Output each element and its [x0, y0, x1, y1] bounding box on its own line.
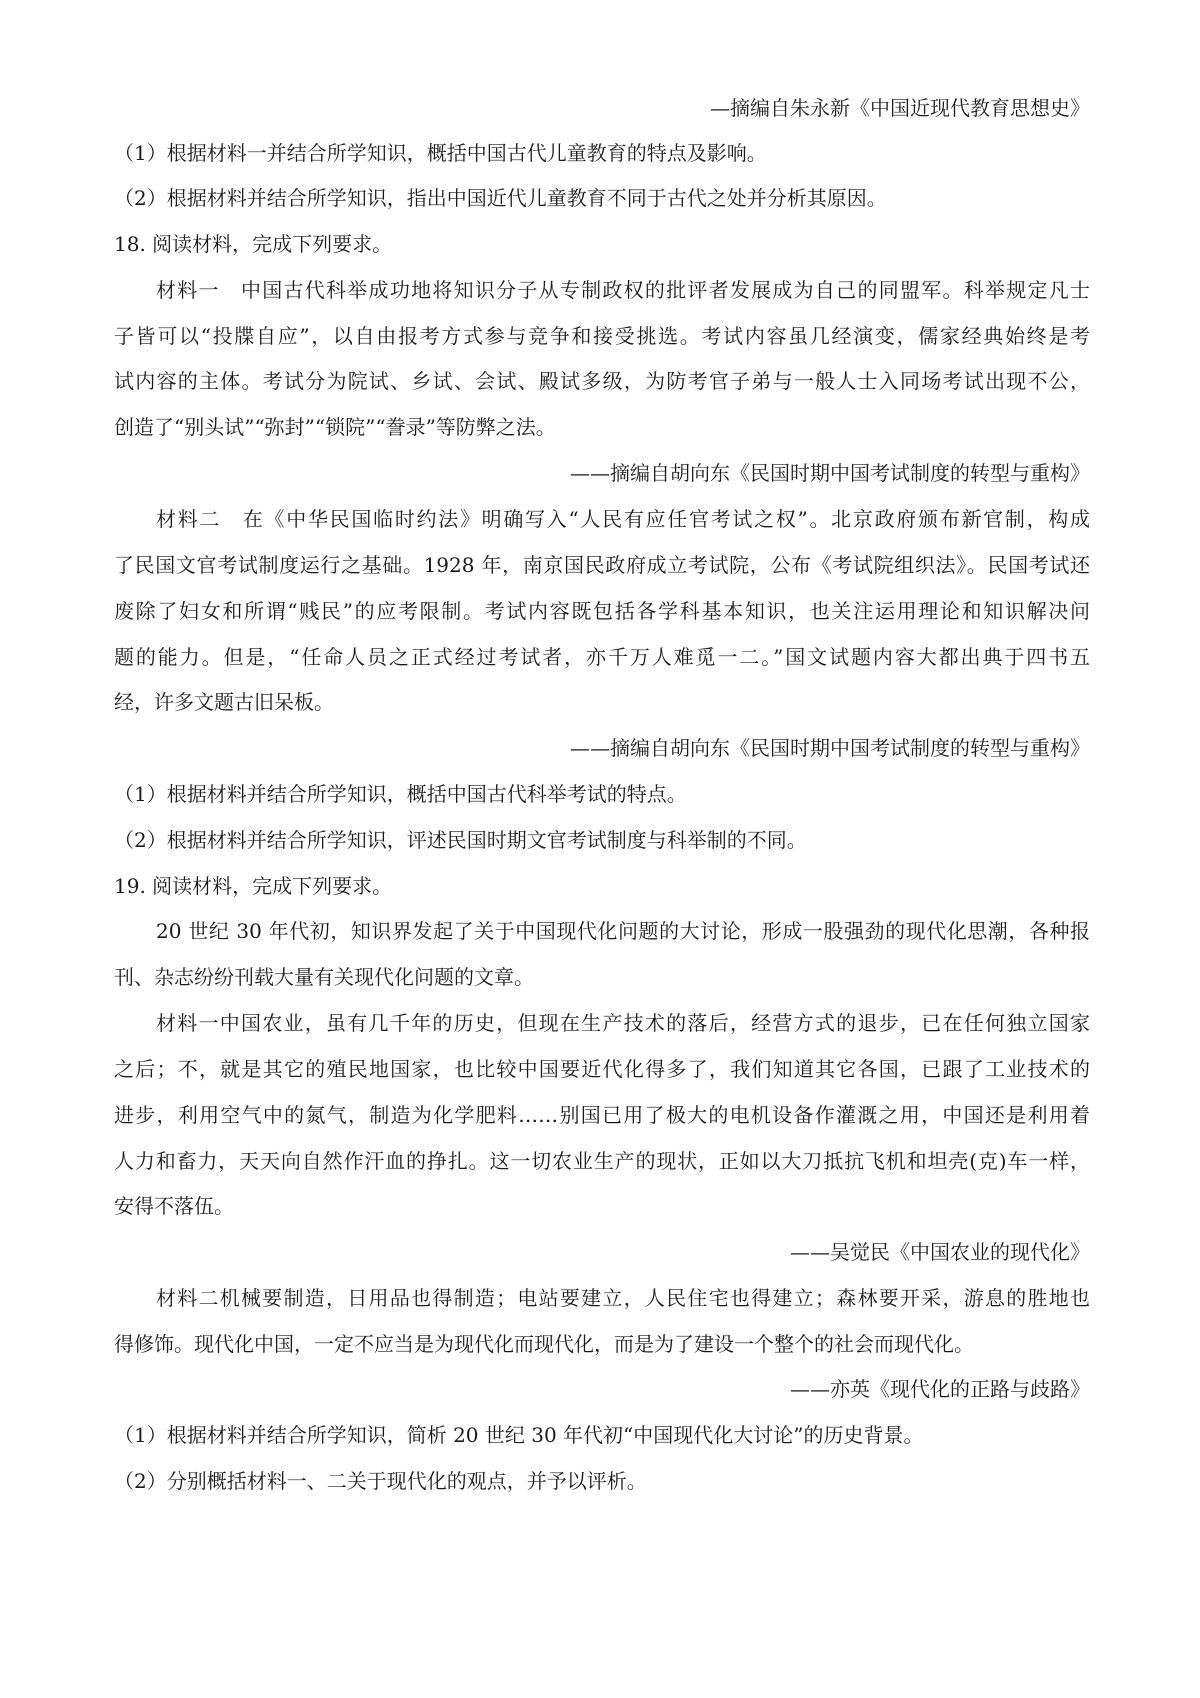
q18-material2-line: 经，许多文题古旧呆板。 — [114, 690, 334, 714]
q19-heading: 19. 阅读材料，完成下列要求。 — [114, 874, 393, 898]
q19-material2-line: 得修饰。现代化中国，一定不应当是为现代化而现代化，而是为了建设一个整个的社会而现代化。 — [114, 1332, 974, 1356]
q18-material2-source: ——摘编自胡向东《民国时期中国考试制度的转型与重构》 — [570, 736, 1090, 760]
q19-subquestion-2: （2）分别概括材料一、二关于现代化的观点，并予以评析。 — [114, 1469, 647, 1493]
q18-material1-line: 材料一 中国古代科举成功地将知识分子从专制政权的批评者发展成为自己的同盟军。科举规定凡士 — [156, 278, 1090, 302]
q19-material1-source: ——吴觉民《中国农业的现代化》 — [790, 1240, 1090, 1264]
q19-intro-line: 20 世纪 30 年代初，知识界发起了关于中国现代化问题的大讨论，形成一股强劲的现代化思潮，各种报 — [156, 919, 1090, 943]
q18-material2-line: 题的能力。但是，“任命人员之正式经过考试者，亦千万人难觅一二。”国文试题内容大都出典于四书五 — [114, 645, 1090, 669]
q18-material1-line: 创造了“别头试”“弥封”“锁院”“誊录”等防弊之法。 — [114, 415, 556, 439]
q19-material1-line: 人力和畜力，天天向自然作汗血的挣扎。这一切农业生产的现状，正如以大刀抵抗飞机和坦壳(克)车一样， — [114, 1149, 1090, 1173]
q19-subquestion-1: （1）根据材料并结合所学知识，简析 20 世纪 30 年代初“中国现代化大讨论”的历史背景。 — [114, 1423, 924, 1447]
q18-material1-source: ——摘编自胡向东《民国时期中国考试制度的转型与重构》 — [570, 461, 1090, 485]
q17-source: —摘编自朱永新《中国近现代教育思想史》 — [710, 96, 1090, 120]
q18-material1-line: 试内容的主体。考试分为院试、乡试、会试、殿试多级，为防考官子弟与一般人士入同场考试出现不公， — [114, 369, 1090, 393]
q19-intro-line: 刊、杂志纷纷刊载大量有关现代化问题的文章。 — [114, 965, 534, 989]
q19-material1-line: 安得不落伍。 — [114, 1194, 234, 1218]
q18-material2-line: 材料二 在《中华民国临时约法》明确写入“人民有应任官考试之权”。北京政府颁布新官制，构成 — [156, 507, 1090, 531]
q18-material2-line: 废除了妇女和所谓“贱民”的应考限制。考试内容既包括各学科基本知识，也关注运用理论和知识解决问 — [114, 599, 1090, 623]
q18-subquestion-2: （2）根据材料并结合所学知识，评述民国时期文官考试制度与科举制的不同。 — [114, 828, 807, 852]
q17-subquestion-1: （1）根据材料一并结合所学知识，概括中国古代儿童教育的特点及影响。 — [114, 141, 767, 165]
q19-material2-source: ——亦英《现代化的正路与歧路》 — [790, 1377, 1090, 1401]
q18-subquestion-1: （1）根据材料并结合所学知识，概括中国古代科举考试的特点。 — [114, 782, 687, 806]
q19-material1-line: 材料一中国农业，虽有几千年的历史，但现在生产技术的落后，经营方式的退步，已在任何独立国家 — [156, 1011, 1090, 1035]
q18-material1-line: 子皆可以“投牒自应”，以自由报考方式参与竞争和接受挑选。考试内容虽几经演变，儒家经典始终是考 — [114, 324, 1090, 348]
q18-material2-line: 了民国文官考试制度运行之基础。1928 年，南京国民政府成立考试院，公布《考试院组织法》。民国考试还 — [114, 553, 1090, 577]
q18-heading: 18. 阅读材料，完成下列要求。 — [114, 232, 393, 256]
q19-material1-line: 之后；不，就是其它的殖民地国家，也比较中国要近代化得多了，我们知道其它各国，已跟了工业技术的 — [114, 1057, 1090, 1081]
q19-material1-line: 进步，利用空气中的氮气，制造为化学肥料……别国已用了极大的电机设备作灌溉之用，中国还是利用着 — [114, 1103, 1090, 1127]
q19-material2-line: 材料二机械要制造，日用品也得制造；电站要建立，人民住宅也得建立；森林要开采，游息的胜地也 — [156, 1286, 1090, 1310]
q17-subquestion-2: （2）根据材料并结合所学知识，指出中国近代儿童教育不同于古代之处并分析其原因。 — [114, 186, 887, 210]
